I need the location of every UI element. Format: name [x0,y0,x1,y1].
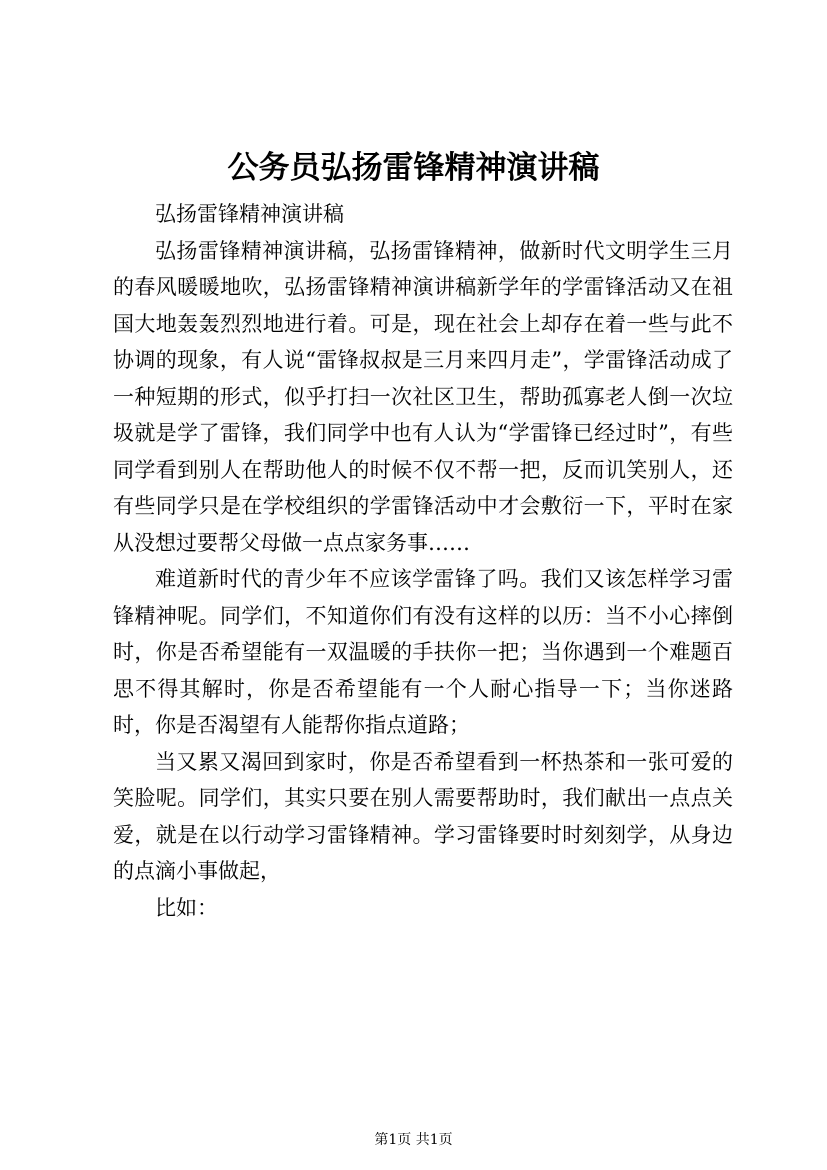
paragraph-3: 当又累又渴回到家时，你是否希望看到一杯热茶和一张可爱的笑脸呢。同学们，其实只要在别人需要帮助时，我们献出一点点关爱，就是在以行动学习雷锋精神。学习雷锋要时时刻刻学，从身边的点滴小事做起， [113,749,733,883]
document-title: 公务员弘扬雷锋精神演讲稿 [227,150,600,186]
paragraph-2: 难道新时代的青少年不应该学雷锋了吗。我们又该怎样学习雷锋精神呢。同学们，不知道你们有没有这样的以历：当不小心摔倒时，你是否希望能有一双温暖的手扶你一把；当你遇到一个难题百思不得其解时，你是否希望能有一个人耐心指导一下；当你迷路时，你是否渴望有人能帮你指点道路； [113,567,733,737]
document-body [113,196,733,926]
paragraph-4: 比如： [155,895,218,920]
paragraph-1: 弘扬雷锋精神演讲稿，弘扬雷锋精神，做新时代文明学生三月的春风暖暖地吹，弘扬雷锋精神演讲稿新学年的学雷锋活动又在祖国大地轰轰烈烈地进行着。可是，现在社会上却存在着一些与此不协调的现象，有人说“雷锋叔叔是三月来四月走”，学雷锋活动成了一种短期的形式，似乎打扫一次社区卫生，帮助孤寡老人倒一次垃圾就是学了雷锋，我们同学中也有人认为“学雷锋已经过时”，有些同学看到别人在帮助他人的时候不仅不帮一把，反而讥笑别人，还有些同学只是在学校组织的学雷锋活动中才会敷衍一下，平时在家从没想过要帮父母做一点点家务事…… [113,238,733,555]
paragraph-subtitle: 弘扬雷锋精神演讲稿 [155,202,344,226]
page-number-footer: 第1页 共1页 [374,1132,453,1148]
